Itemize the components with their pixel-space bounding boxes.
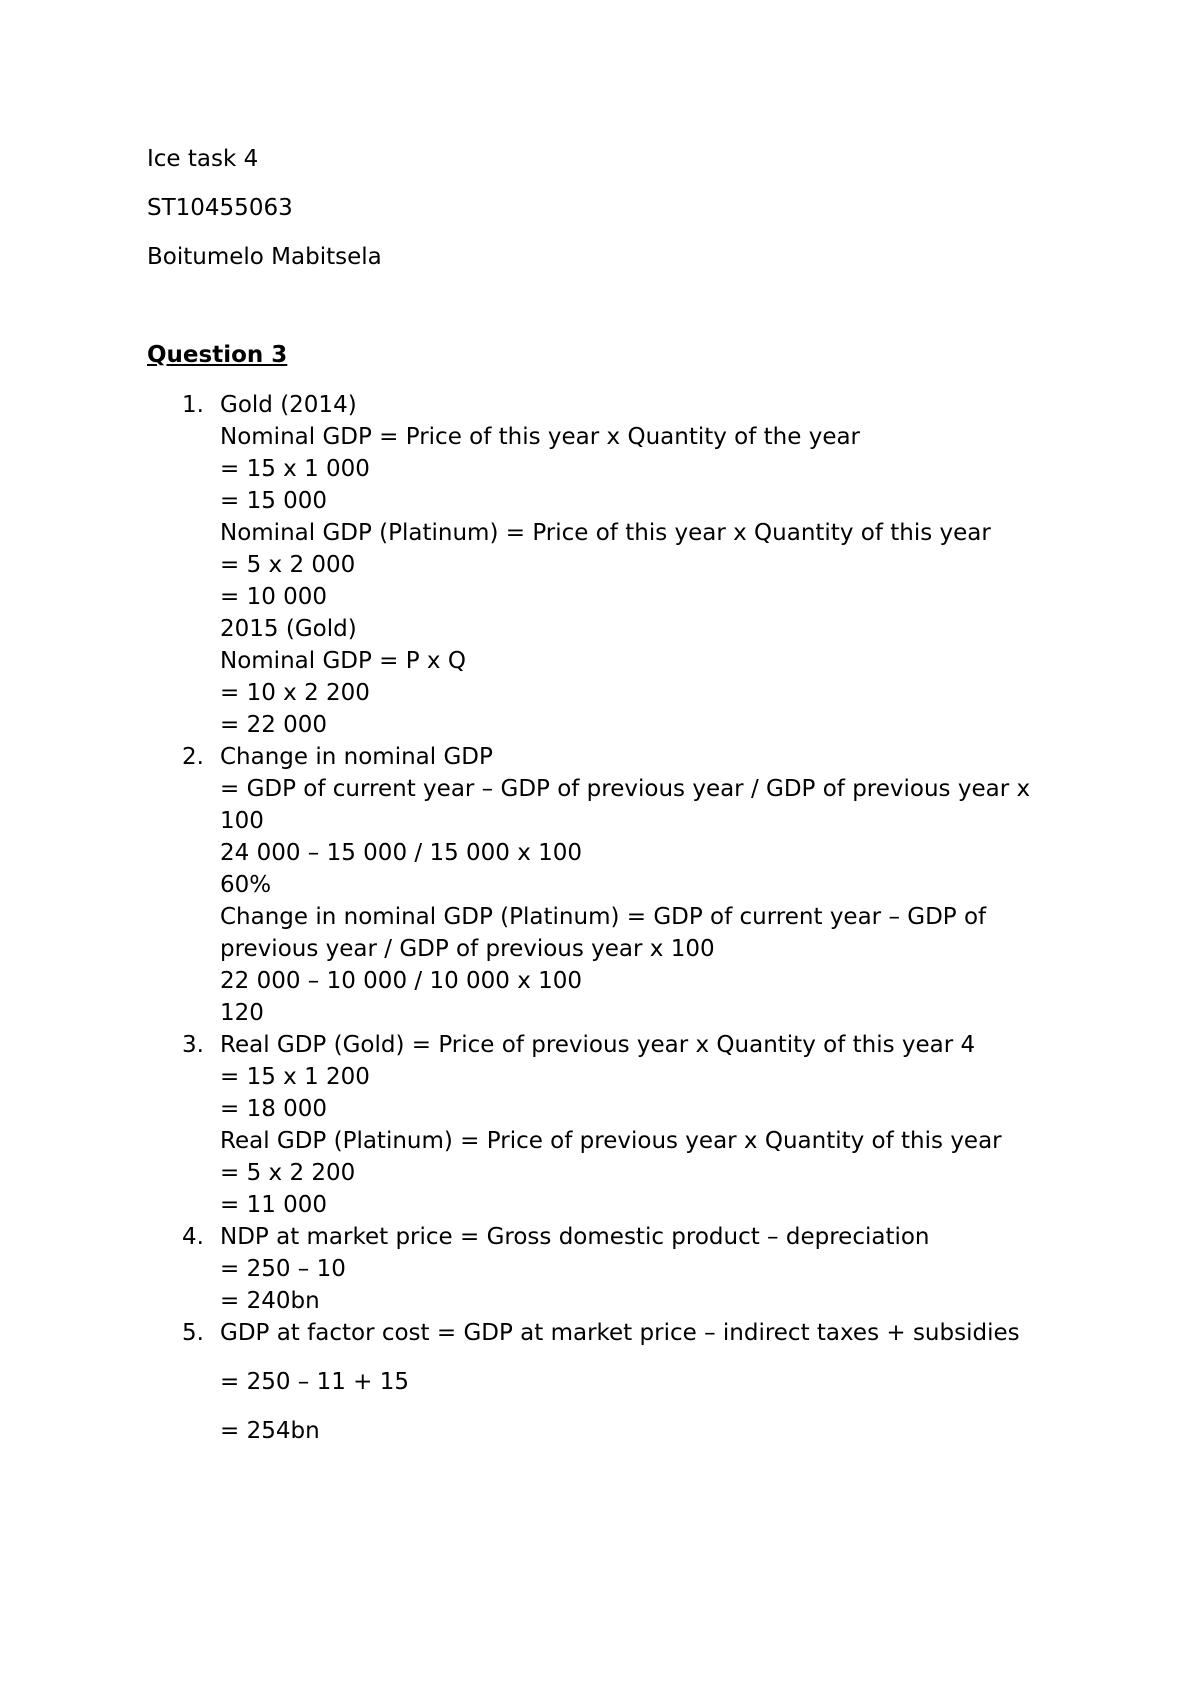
answer-line: = 254bn: [220, 1418, 320, 1444]
answer-item-3: [0, 1029, 1100, 1221]
answer-item-4: [0, 1221, 1100, 1317]
answer-line: = 22 000: [220, 712, 328, 738]
answer-line: = 15 000: [220, 488, 328, 514]
answer-line: Change in nominal GDP: [220, 744, 493, 770]
item-number: 1.: [182, 392, 204, 418]
answer-line: = 11 000: [220, 1192, 328, 1218]
question-heading: Question 3: [147, 342, 288, 368]
answer-line: = 250 – 11 + 15: [220, 1369, 410, 1395]
answer-line: NDP at market price = Gross domestic product – depreciation: [220, 1224, 930, 1250]
answer-line: Nominal GDP = P x Q: [220, 648, 466, 674]
answer-line: Change in nominal GDP (Platinum) = GDP of current year – GDP of previous year / GDP of previous year x 100: [220, 904, 987, 962]
answer-line: GDP at factor cost = GDP at market price – indirect taxes + subsidies: [220, 1320, 1020, 1346]
answer-line: = 15 x 1 200: [220, 1064, 370, 1090]
answer-line: 22 000 – 10 000 / 10 000 x 100: [220, 968, 583, 994]
answer-line: = GDP of current year – GDP of previous year / GDP of previous year x 100: [220, 776, 1031, 834]
student-number: ST10455063: [147, 195, 293, 221]
item-number: 3.: [182, 1032, 204, 1058]
answer-line: = 5 x 2 200: [220, 1160, 356, 1186]
answer-line: Nominal GDP (Platinum) = Price of this year x Quantity of this year: [220, 520, 991, 546]
answer-item-2: [0, 741, 1100, 1029]
answer-line: = 250 – 10: [220, 1256, 346, 1282]
answer-line: = 5 x 2 000: [220, 552, 356, 578]
answer-line: = 10 x 2 200: [220, 680, 370, 706]
answer-line: = 240bn: [220, 1288, 320, 1314]
answer-line: Nominal GDP = Price of this year x Quantity of the year: [220, 424, 861, 450]
answer-line: = 10 000: [220, 584, 328, 610]
answer-line: 24 000 – 15 000 / 15 000 x 100: [220, 840, 583, 866]
item-number: 4.: [182, 1224, 204, 1250]
item-number: 5.: [182, 1320, 204, 1346]
answer-line: Real GDP (Gold) = Price of previous year x Quantity of this year 4: [220, 1032, 976, 1058]
answer-item-5: [0, 1317, 1100, 1447]
answer-line: = 15 x 1 000: [220, 456, 370, 482]
answer-line: = 18 000: [220, 1096, 328, 1122]
answer-line: Real GDP (Platinum) = Price of previous year x Quantity of this year: [220, 1128, 1002, 1154]
answer-line: 120: [220, 1000, 264, 1026]
answer-item-1: [0, 389, 1100, 741]
answer-list: [0, 389, 1100, 1447]
answer-line: Gold (2014): [220, 392, 357, 418]
answer-line: 2015 (Gold): [220, 616, 357, 642]
item-number: 2.: [182, 744, 204, 770]
student-name: Boitumelo Mabitsela: [147, 244, 382, 270]
document-title: Ice task 4: [147, 146, 259, 172]
answer-line: 60%: [220, 872, 272, 898]
